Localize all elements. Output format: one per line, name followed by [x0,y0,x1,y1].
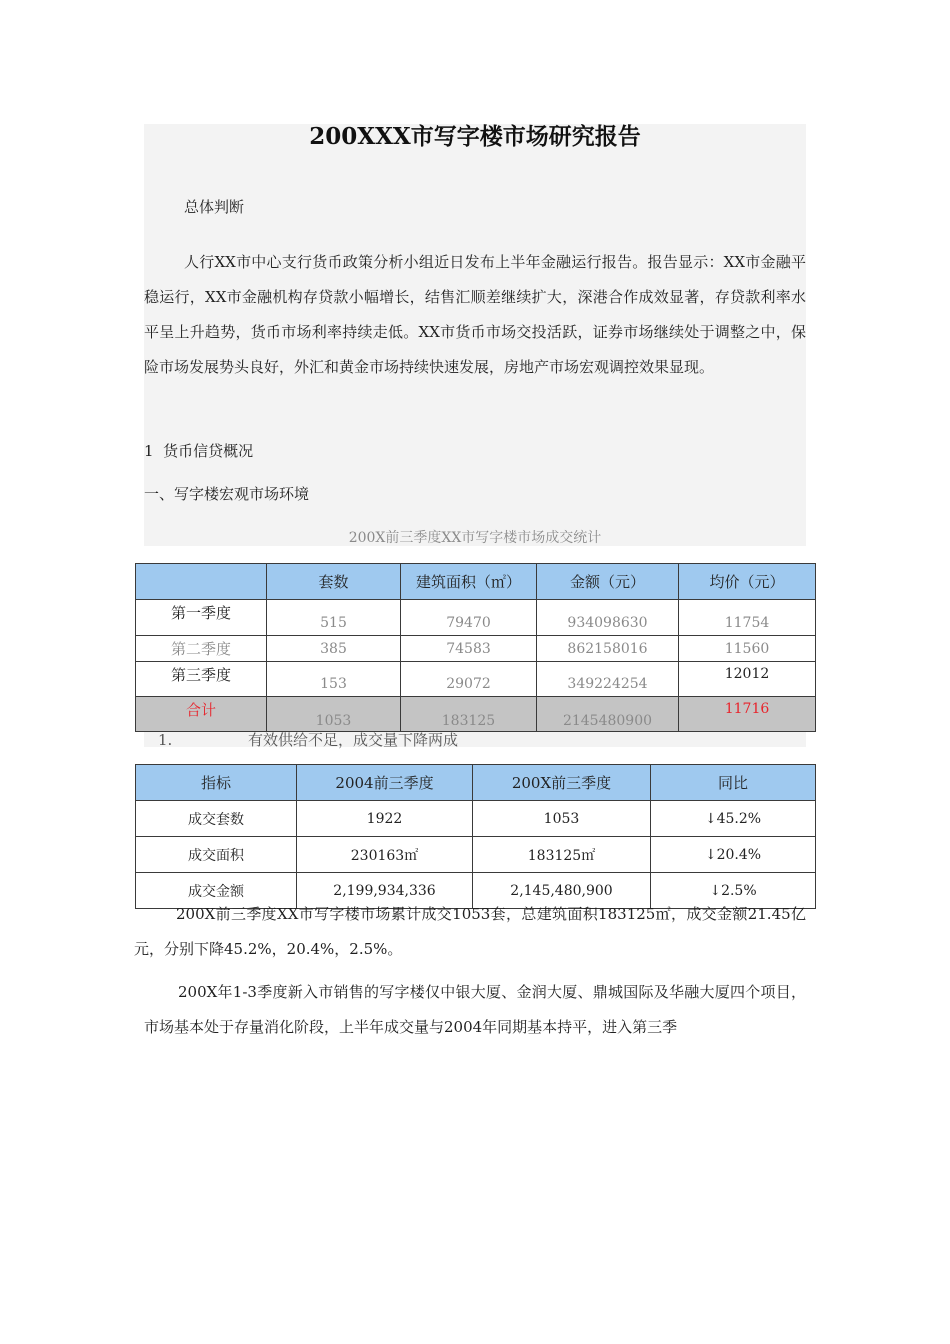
table-header-cell: 金额（元） [537,564,679,600]
table-cell: 2,199,934,336 [297,873,473,909]
table-cell: 1922 [297,801,473,837]
row-label: 成交面积 [136,837,297,873]
shaded-strip [144,731,806,747]
table-cell: 2,145,480,900 [473,873,651,909]
body-paragraph-1: 200X前三季度XX市写字楼市场累计成交1053套，总建筑面积183125㎡，成交金额21.45亿元，分别下降45.2%，20.4%，2.5%。 [134,905,806,958]
table1-caption: 200X前三季度XX市写字楼市场成交统计 [348,530,602,546]
table-header-cell: 套数 [267,564,401,600]
table-cell: ↓2.5% [651,873,816,909]
section-heading-2: 一、写字楼宏观市场环境 [144,485,310,503]
row-label: 第二季度 [136,636,267,662]
table-header-cell: 建筑面积（㎡） [401,564,537,600]
table-cell: ↓45.2% [651,801,816,837]
table-cell: 934098630 [537,600,679,636]
table-header-cell [136,564,267,600]
table-cell: 230163㎡ [297,837,473,873]
table-header-cell: 2004前三季度 [297,765,473,801]
table-cell: 12012 [679,662,816,697]
heading-overall: 总体判断 [184,198,245,216]
intro-paragraph: 人行XX市中心支行货币政策分析小组近日发布上半年金融运行报告。报告显示：XX市金融平稳运行，XX市金融机构存贷款小幅增长，结售汇顺差继续扩大，深港合作成效显著，存贷款利率水平呈上升趋势，货币市场利率持续走低。XX市货币市场交投活跃，证券市场继续处于调整之中，保险市场发展势头良好，外汇和黄金市场持续快速发展，房地产市场宏观调控效果显现。 [144,253,806,376]
row-label: 成交套数 [136,801,297,837]
table-cell: ↓20.4% [651,837,816,873]
table-header-row [136,564,816,600]
table-cell: 79470 [401,600,537,636]
report-title: 200XXX市写字楼市场研究报告 [309,123,641,150]
table-row [136,662,816,697]
table-row [136,600,816,636]
table-cell: 515 [267,600,401,636]
subheading-number: 1. [158,731,173,749]
table-cell: 183125㎡ [473,837,651,873]
table-header-cell: 同比 [651,765,816,801]
table-row [136,837,816,873]
table-cell: 1053 [267,697,401,732]
table-row [136,636,816,662]
table-header-cell: 均价（元） [679,564,816,600]
table-cell: 1053 [473,801,651,837]
subheading-text: 有效供给不足，成交量下降两成 [248,731,459,749]
table-cell: 183125 [401,697,537,732]
row-label: 成交金额 [136,873,297,909]
table-total-row [136,697,816,732]
table-header-cell: 200X前三季度 [473,765,651,801]
table-cell: 11754 [679,600,816,636]
table-row [136,801,816,837]
table-cell: 385 [267,636,401,662]
row-label: 第三季度 [136,662,267,697]
table-cell: 153 [267,662,401,697]
row-label: 合计 [136,697,267,732]
section-heading-1: 1 货币信贷概况 [144,442,254,460]
quarterly-transaction-table [135,563,816,732]
table-header-row [136,765,816,801]
table-cell: 2145480900 [537,697,679,732]
table-cell: 11560 [679,636,816,662]
table-cell: 349224254 [537,662,679,697]
table-cell: 29072 [401,662,537,697]
table-header-cell: 指标 [136,765,297,801]
table-cell: 862158016 [537,636,679,662]
table-cell: 74583 [401,636,537,662]
body-paragraph-2: 200X年1-3季度新入市销售的写字楼仅中银大厦、金润大厦、鼎城国际及华融大厦四个项目，市场基本处于存量消化阶段，上半年成交量与2004年同期基本持平，进入第三季 [144,983,806,1036]
row-label: 第一季度 [136,600,267,636]
yoy-comparison-table [135,764,816,909]
table-cell: 11716 [679,697,816,732]
